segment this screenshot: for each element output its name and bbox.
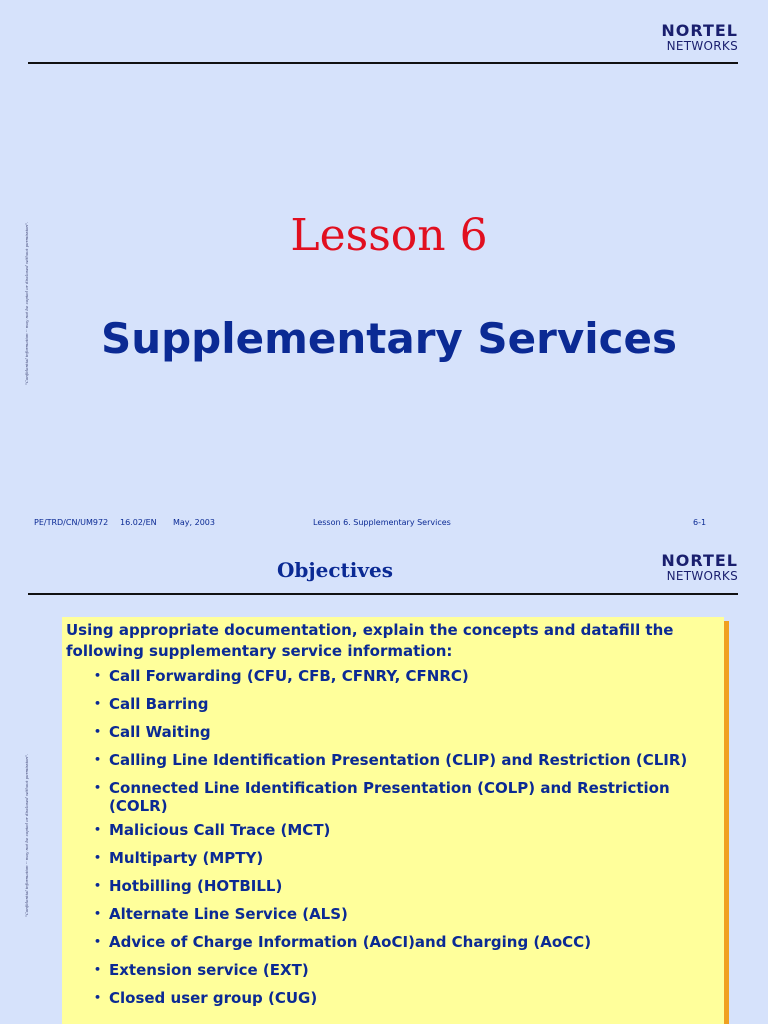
footer-lesson: Lesson 6. Supplementary Services <box>313 518 451 527</box>
bullet-icon: • <box>94 879 102 892</box>
list-item-label: Advice of Charge Information (AoCI)and Charging (AoCC) <box>109 933 592 951</box>
bullet-icon: • <box>94 669 102 682</box>
footer-page-number: 6-1 <box>693 518 707 527</box>
list-item <box>94 877 709 895</box>
list-item-label: Malicious Call Trace (MCT) <box>109 821 331 839</box>
header-rule <box>28 62 738 64</box>
header-rule <box>28 593 738 595</box>
bullet-icon: • <box>94 781 102 794</box>
logo-line-2: NETWORKS <box>666 39 738 53</box>
list-item <box>94 667 709 685</box>
list-item-label: Extension service (EXT) <box>109 961 309 979</box>
list-item <box>94 751 709 769</box>
list-item-label: Calling Line Identification Presentation (CLIP) and Restriction (CLIR) <box>109 751 688 769</box>
nortel-logo <box>588 22 738 53</box>
bullet-icon: • <box>94 697 102 710</box>
list-item <box>94 905 709 923</box>
list-item-label: Connected Line Identification Presentation (COLP) and Restriction (COLR) <box>109 779 670 815</box>
nortel-logo <box>588 552 738 583</box>
list-item-label: Call Forwarding (CFU, CFB, CFNRY, CFNRC) <box>109 667 469 685</box>
list-item <box>94 849 709 867</box>
list-item-label: Closed user group (CUG) <box>109 989 318 1007</box>
bullet-icon: • <box>94 823 102 836</box>
bullet-icon: • <box>94 725 102 738</box>
objectives-intro: Using appropriate documentation, explain the concepts and datafill the following supplementary service information: <box>66 621 674 660</box>
logo-line-1: NORTEL <box>661 21 738 40</box>
lesson-number: Lesson 6 <box>290 210 488 261</box>
list-item-label: Call Waiting <box>109 723 211 741</box>
logo-line-1: NORTEL <box>661 551 738 570</box>
bullet-icon: • <box>94 991 102 1004</box>
footer-doc-id: PE/TRD/CN/UM972 <box>34 518 109 527</box>
confidential-note: "Confidential information -- may not be copied or disclosed without permission". <box>24 753 29 917</box>
list-item <box>94 695 709 713</box>
footer-version: 16.02/EN <box>120 518 157 527</box>
objectives-slide <box>0 512 768 1024</box>
bullet-icon: • <box>94 851 102 864</box>
list-item <box>94 989 709 1007</box>
footer-date: May, 2003 <box>173 518 215 527</box>
logo-line-2: NETWORKS <box>666 569 738 583</box>
list-item-label: Hotbilling (HOTBILL) <box>109 877 283 895</box>
list-item <box>94 779 709 815</box>
list-item-label: Multiparty (MPTY) <box>109 849 264 867</box>
slide-title: Objectives <box>277 558 393 582</box>
list-item-label: Call Barring <box>109 695 209 713</box>
content-box-shadow <box>724 621 729 1024</box>
list-item <box>94 723 709 741</box>
list-item <box>94 961 709 979</box>
bullet-icon: • <box>94 907 102 920</box>
list-item <box>94 821 709 839</box>
bullet-icon: • <box>94 935 102 948</box>
list-item <box>94 933 709 951</box>
bullet-icon: • <box>94 753 102 766</box>
list-item-label: Alternate Line Service (ALS) <box>109 905 348 923</box>
lesson-title: Supplementary Services <box>100 314 678 363</box>
bullet-icon: • <box>94 963 102 976</box>
confidential-note: "Confidential information -- may not be copied or disclosed without permission". <box>24 221 29 385</box>
